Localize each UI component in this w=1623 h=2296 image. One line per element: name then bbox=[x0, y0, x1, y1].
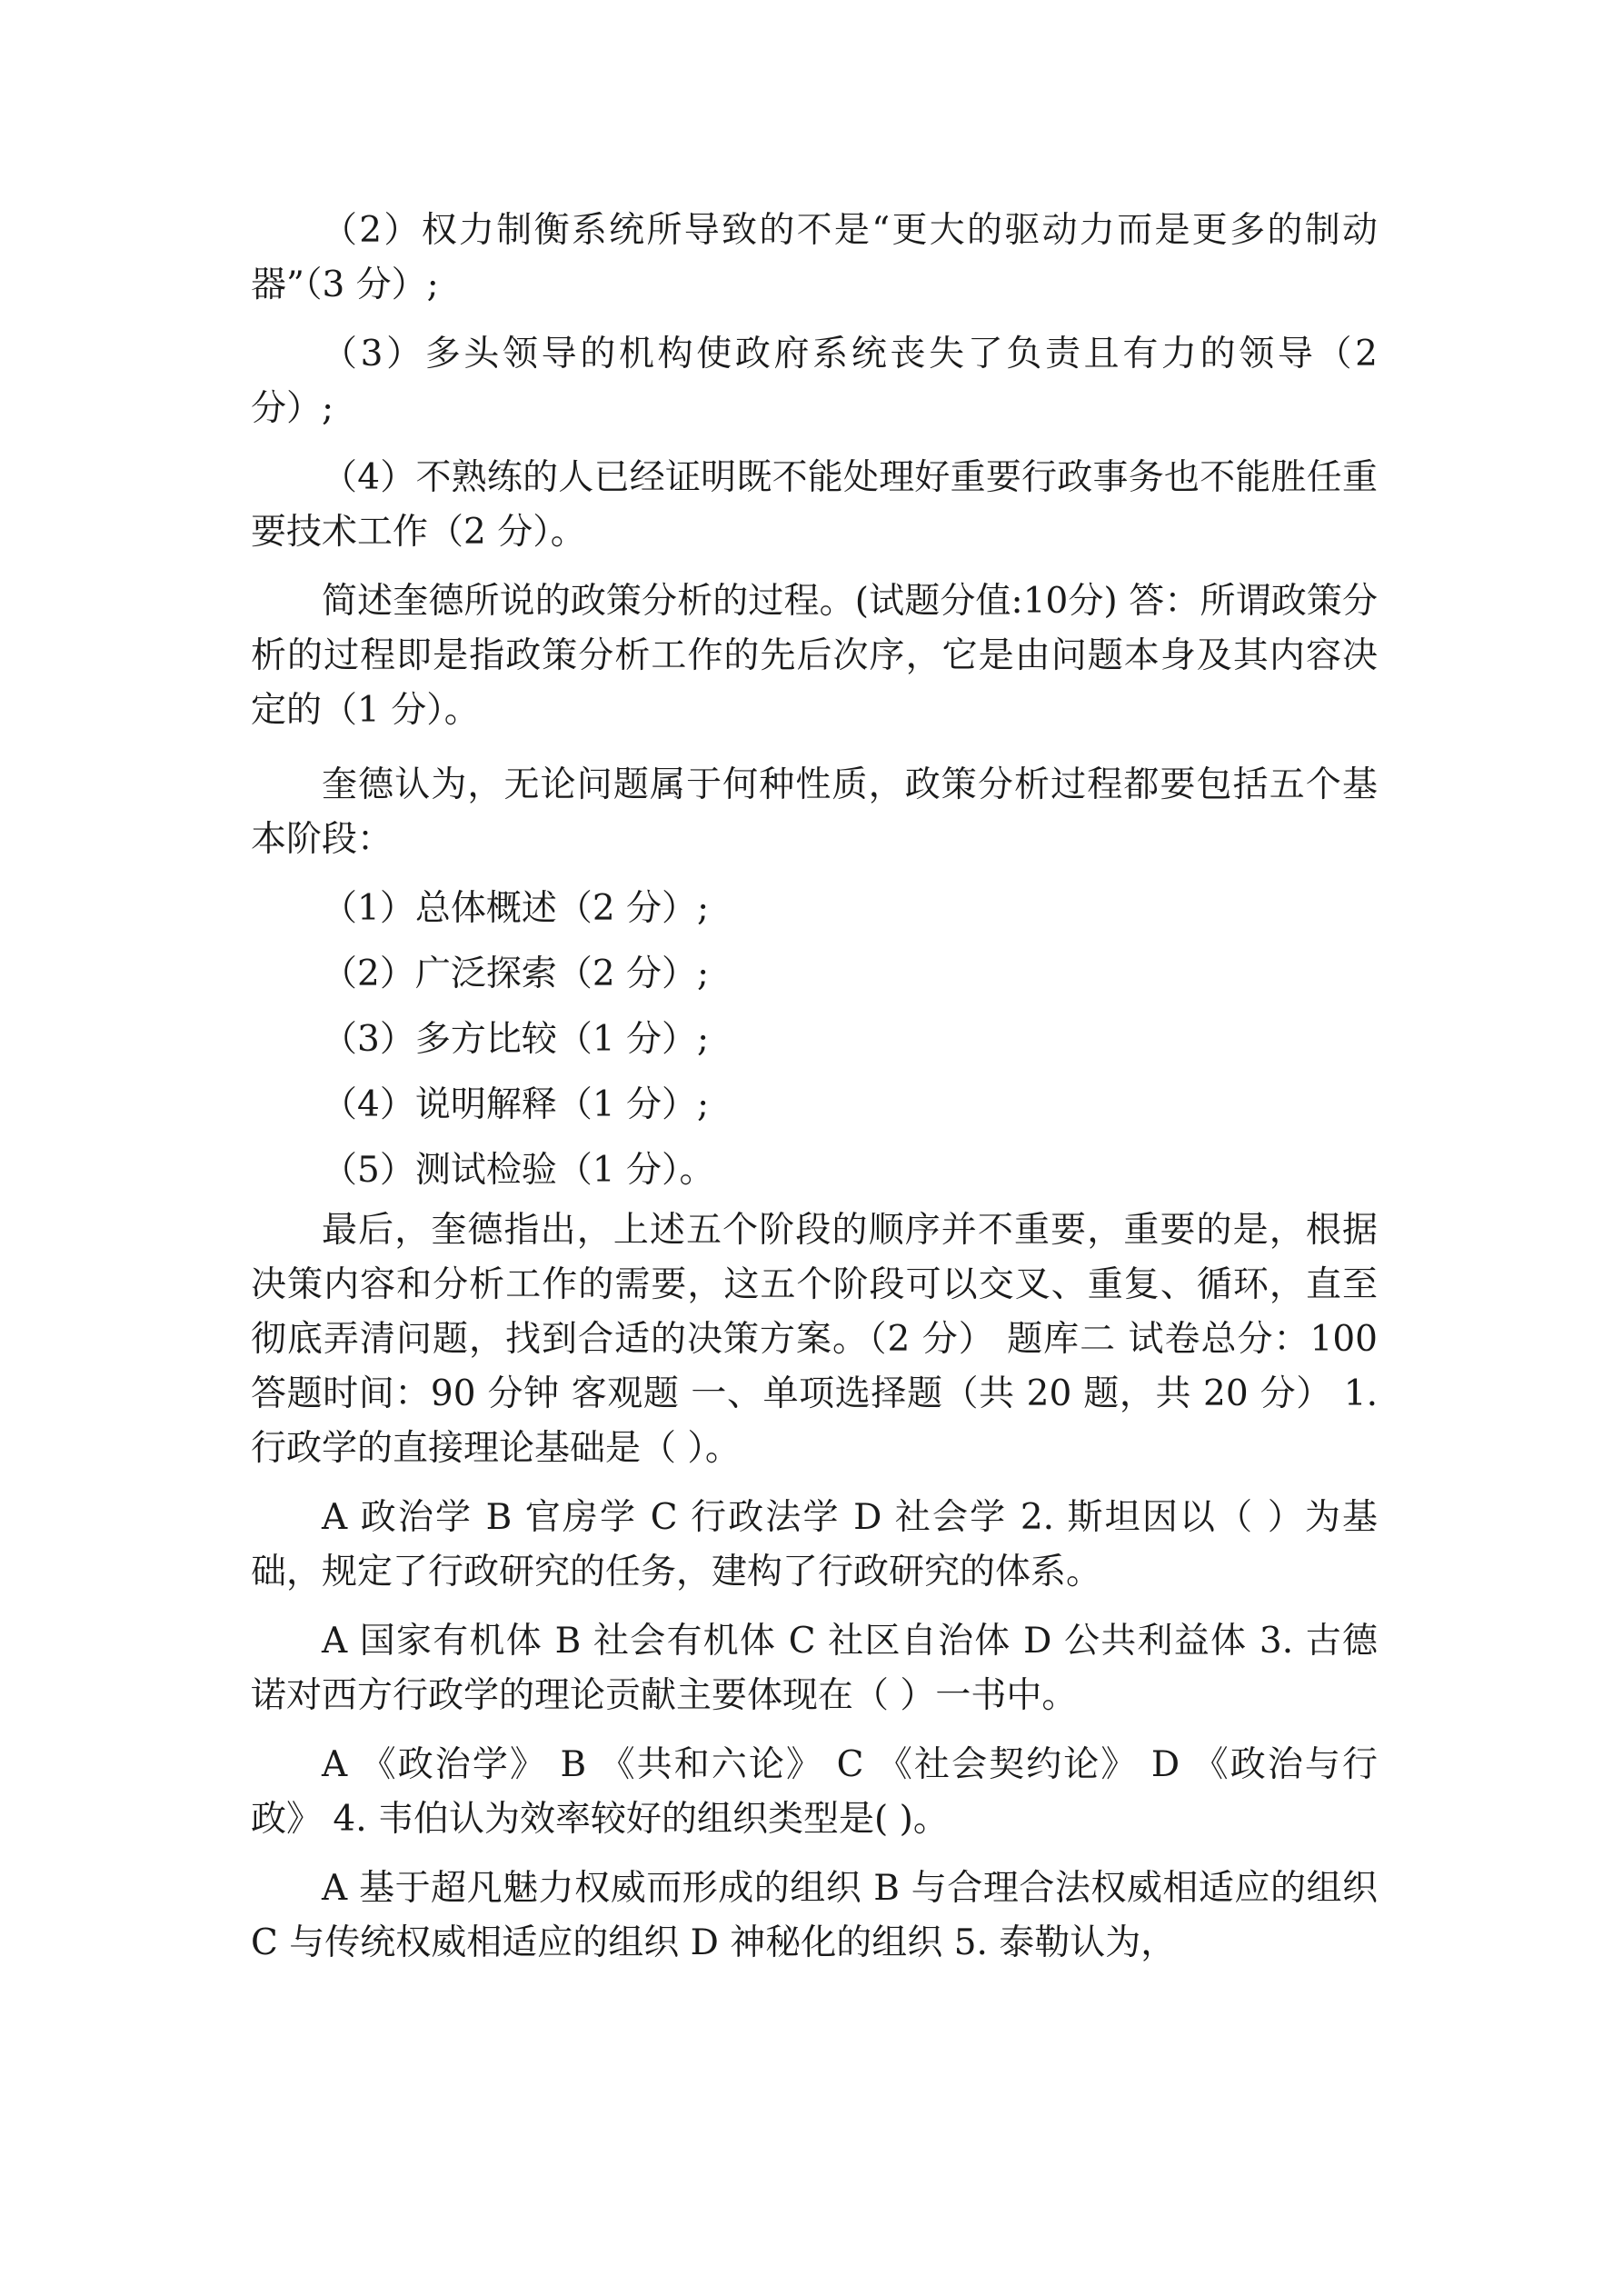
answer-point-4: （4）不熟练的人已经证明既不能处理好重要行政事务也不能胜任重要技术工作（2 分）。 bbox=[251, 457, 1378, 553]
question-quade-policy-analysis: 简述奎德所说的政策分析的过程。(试题分值:10分) 答：所谓政策分析的过程即是指政策分析工作的先后次序，它是由问题本身及其内容决定的（1 分）。 bbox=[251, 581, 1378, 731]
document-body bbox=[251, 204, 1378, 1971]
question-4-options: A 基于超凡魅力权威而形成的组织 B 与合理合法权威相适应的组织 C 与传统权威相适应的组织 D 神秘化的组织 5. 泰勒认为， bbox=[251, 1868, 1378, 1963]
stage-list bbox=[251, 876, 1378, 1203]
answer-point-3: （3）多头领导的机构使政府系统丧失了负责且有力的领导（2 分）; bbox=[251, 334, 1378, 429]
question-2-options: A 国家有机体 B 社会有机体 C 社区自治体 D 公共利益体 3. 古德诺对西方行政学的理论贡献主要体现在（ ）一书中。 bbox=[251, 1621, 1378, 1716]
stage-item: （3）多方比较（1 分）; bbox=[322, 1019, 710, 1060]
question-3-options: A 《政治学》 B 《共和六论》 C 《社会契约论》 D 《政治与行政》 4. 韦伯认为效率较好的组织类型是( )。 bbox=[251, 1744, 1378, 1840]
stage-item: （2）广泛探索（2 分）; bbox=[322, 953, 710, 994]
conclusion-and-question-bank-2: 最后，奎德指出，上述五个阶段的顺序并不重要，重要的是，根据决策内容和分析工作的需要，这五个阶段可以交叉、重复、循环，直至彻底弄清问题，找到合适的决策方案。（2 分） 题库二 试卷总分：100 答题时间：90 分钟 客观题 一、单项选择题（共 20 题，共 20 分） 1. 行政学的直接理论基础是（ ）。 bbox=[251, 1210, 1378, 1469]
answer-point-2: （2）权力制衡系统所导致的不是“更大的驱动力而是更多的制动器”（3 分）; bbox=[251, 210, 1378, 305]
question-1-options: A 政治学 B 官房学 C 行政法学 D 社会学 2. 斯坦因以（ ）为基础，规定了行政研究的任务，建构了行政研究的体系。 bbox=[251, 1497, 1378, 1592]
stage-item: （5）测试检验（1 分）。 bbox=[322, 1150, 715, 1191]
stage-item: （1）总体概述（2 分）; bbox=[322, 888, 710, 929]
quade-five-stages-intro: 奎德认为，无论问题属于何种性质，政策分析过程都要包括五个基本阶段： bbox=[251, 764, 1378, 860]
stage-item: （4）说明解释（1 分）; bbox=[322, 1084, 710, 1125]
